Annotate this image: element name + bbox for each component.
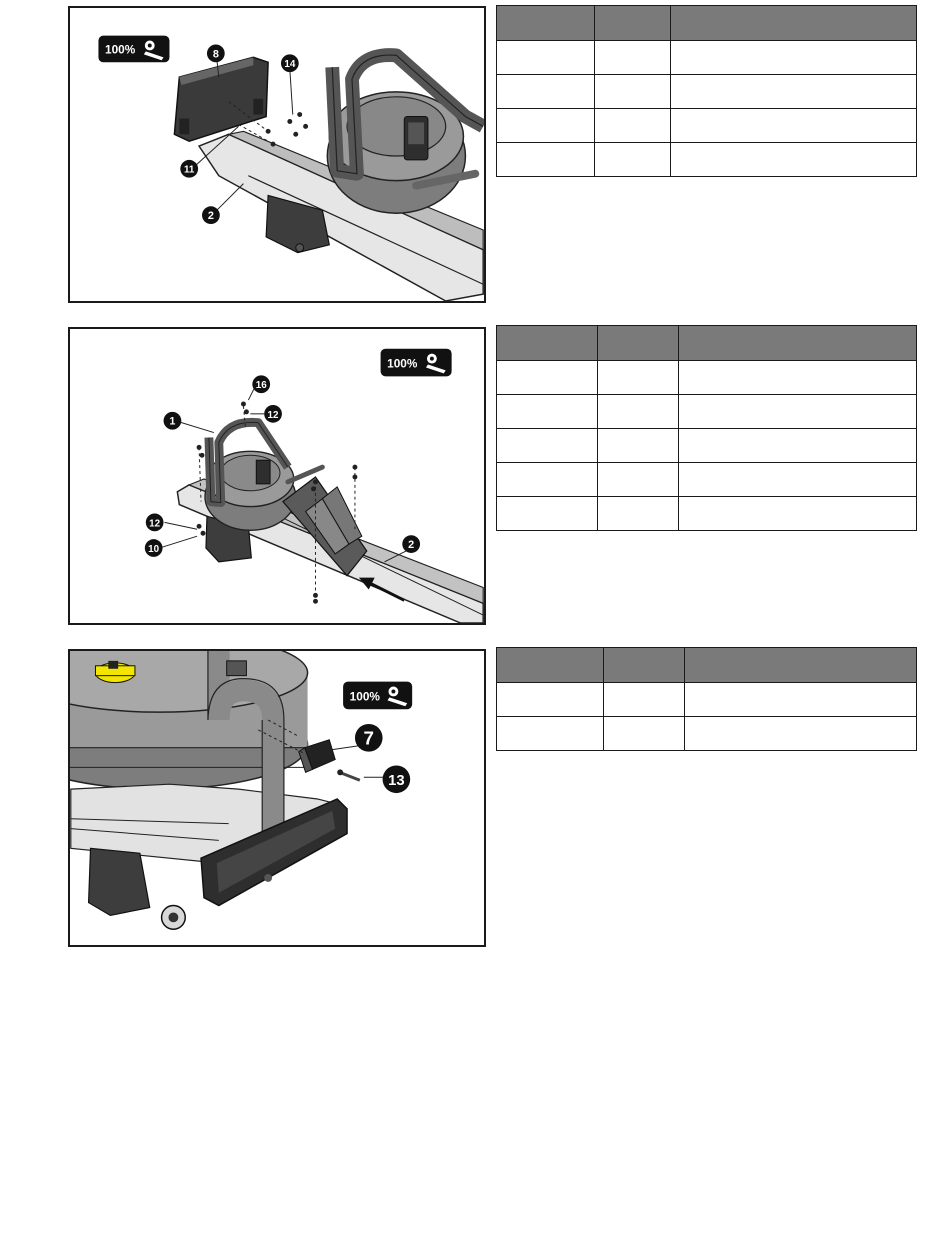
step-1-drawing <box>70 8 484 301</box>
table-row <box>497 109 917 143</box>
parts-table-header <box>497 648 917 683</box>
svg-text:100%: 100% <box>387 356 418 371</box>
svg-text:7: 7 <box>363 727 374 749</box>
table-row <box>497 361 917 395</box>
svg-text:11: 11 <box>183 164 195 176</box>
svg-text:13: 13 <box>388 773 405 790</box>
torque-badge <box>381 349 452 377</box>
svg-text:2: 2 <box>207 210 214 223</box>
svg-text:1: 1 <box>169 415 176 428</box>
table-row <box>497 143 917 177</box>
callout-14 <box>281 54 299 72</box>
table-row <box>497 41 917 75</box>
svg-text:12: 12 <box>149 518 161 530</box>
table-row <box>497 717 917 751</box>
svg-text:12: 12 <box>267 409 279 421</box>
table-row <box>497 395 917 429</box>
callout-11 <box>180 160 198 178</box>
torque-badge <box>343 682 412 710</box>
callout-1 <box>164 412 182 430</box>
torque-badge <box>98 36 169 63</box>
end-cover-panel <box>174 57 268 141</box>
step-3-illustration <box>68 649 486 947</box>
callout-12-top <box>264 405 282 423</box>
parts-table-header <box>497 326 917 361</box>
callout-7 <box>355 724 383 752</box>
step-1-parts-table <box>496 5 917 177</box>
callout-2 <box>402 535 420 553</box>
step-3-parts-table <box>496 647 917 751</box>
svg-text:100%: 100% <box>105 42 136 57</box>
callout-13 <box>383 765 411 793</box>
table-row <box>497 429 917 463</box>
svg-text:16: 16 <box>255 380 267 392</box>
table-row <box>497 75 917 109</box>
step-2-drawing <box>70 329 484 623</box>
table-row <box>497 463 917 497</box>
step-2-illustration <box>68 327 486 625</box>
svg-text:8: 8 <box>212 48 219 61</box>
table-row <box>497 683 917 717</box>
step-3-drawing <box>70 651 484 945</box>
svg-text:100%: 100% <box>349 689 380 704</box>
callout-16 <box>252 375 270 393</box>
svg-text:10: 10 <box>148 543 160 555</box>
callout-2 <box>202 206 220 224</box>
table-row <box>497 497 917 531</box>
parts-table-header <box>497 6 917 41</box>
callout-10 <box>145 539 163 557</box>
svg-text:2: 2 <box>408 539 415 552</box>
step-2-parts-table <box>496 325 917 531</box>
step-1-illustration <box>68 6 486 303</box>
callout-12-bottom <box>146 513 164 531</box>
bolt <box>337 769 360 780</box>
callout-8 <box>207 45 225 63</box>
svg-text:14: 14 <box>284 59 296 71</box>
